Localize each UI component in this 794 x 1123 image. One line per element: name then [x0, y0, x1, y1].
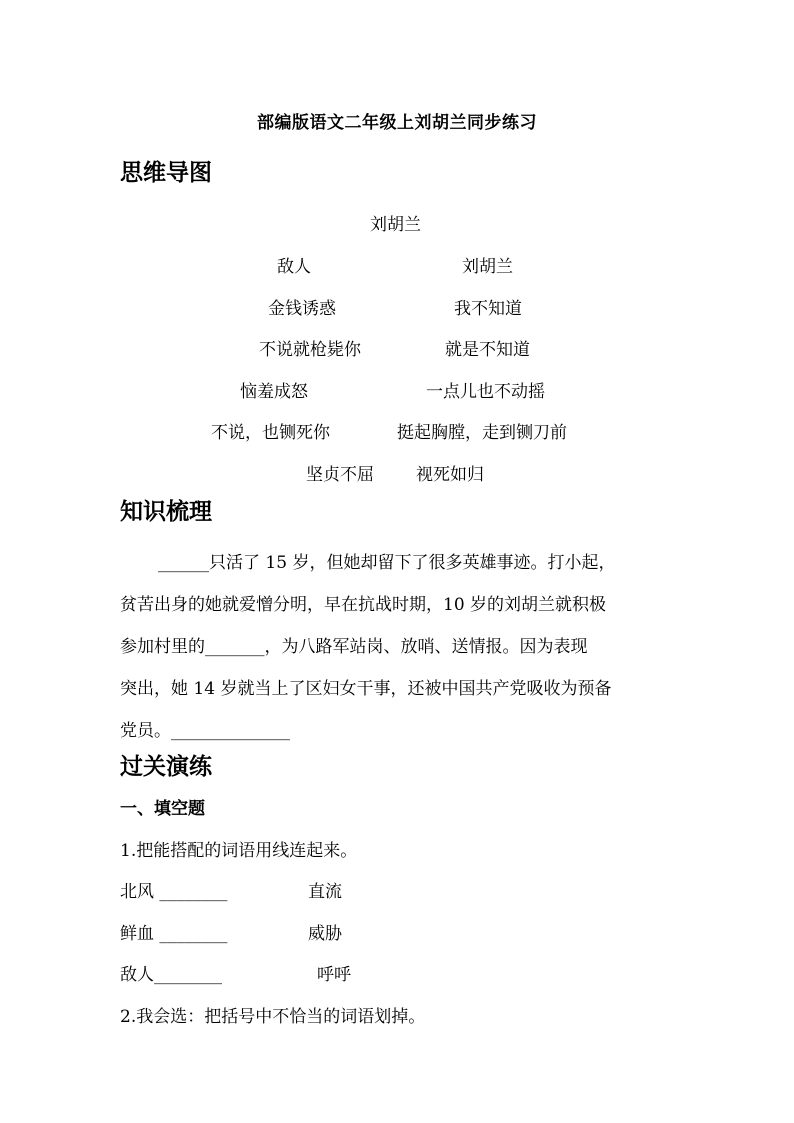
knowledge-line-1: ______只活了 15 岁，但她却留下了很多英雄事迹。打小起，: [158, 553, 616, 573]
pair-right-2: 威胁: [308, 924, 342, 944]
mindmap-left-4: 恼羞成怒: [240, 382, 308, 402]
pair-left-2: 鲜血 ________: [120, 924, 228, 944]
mindmap-root: 刘胡兰: [370, 215, 421, 235]
knowledge-line-3: 参加村里的_______，为八路军站岗、放哨、送情报。因为表现: [120, 637, 588, 657]
pair-left-1: 北风 ________: [120, 882, 228, 902]
pair-left-3: 敌人________: [120, 965, 222, 985]
question-2: 2.我会选：把括号中不恰当的词语划掉。: [120, 1007, 426, 1027]
page-title: 部编版语文二年级上刘胡兰同步练习: [257, 113, 537, 133]
pair-right-3: 呼呼: [317, 965, 351, 985]
section-heading-knowledge: 知识梳理: [120, 499, 212, 525]
mindmap-bottom-left: 坚贞不屈: [306, 465, 374, 485]
mindmap-right-1: 刘胡兰: [462, 257, 513, 277]
section-heading-practice: 过关演练: [120, 754, 212, 780]
mindmap-left-5: 不说，也铡死你: [211, 423, 330, 443]
mindmap-right-2: 我不知道: [454, 299, 522, 319]
section-heading-mindmap: 思维导图: [120, 160, 212, 186]
question-1: 1.把能搭配的词语用线连起来。: [120, 841, 358, 861]
mindmap-right-5: 挺起胸膛，走到铡刀前: [397, 423, 567, 443]
mindmap-left-3: 不说就枪毙你: [259, 340, 361, 360]
subsection-fill-blank: 一、填空题: [120, 799, 205, 819]
knowledge-line-4: 突出，她 14 岁就当上了区妇女干事，还被中国共产党吸收为预备: [120, 679, 612, 699]
pair-right-1: 直流: [308, 882, 342, 902]
mindmap-left-1: 敌人: [277, 257, 311, 277]
mindmap-left-2: 金钱诱惑: [268, 299, 336, 319]
knowledge-line-2: 贫苦出身的她就爱憎分明，早在抗战时期，10 岁的刘胡兰就积极: [120, 595, 607, 615]
mindmap-right-4: 一点儿也不动摇: [426, 382, 545, 402]
mindmap-bottom-right: 视死如归: [416, 465, 484, 485]
mindmap-right-3: 就是不知道: [445, 340, 530, 360]
knowledge-line-5: 党员。______________: [120, 721, 290, 741]
